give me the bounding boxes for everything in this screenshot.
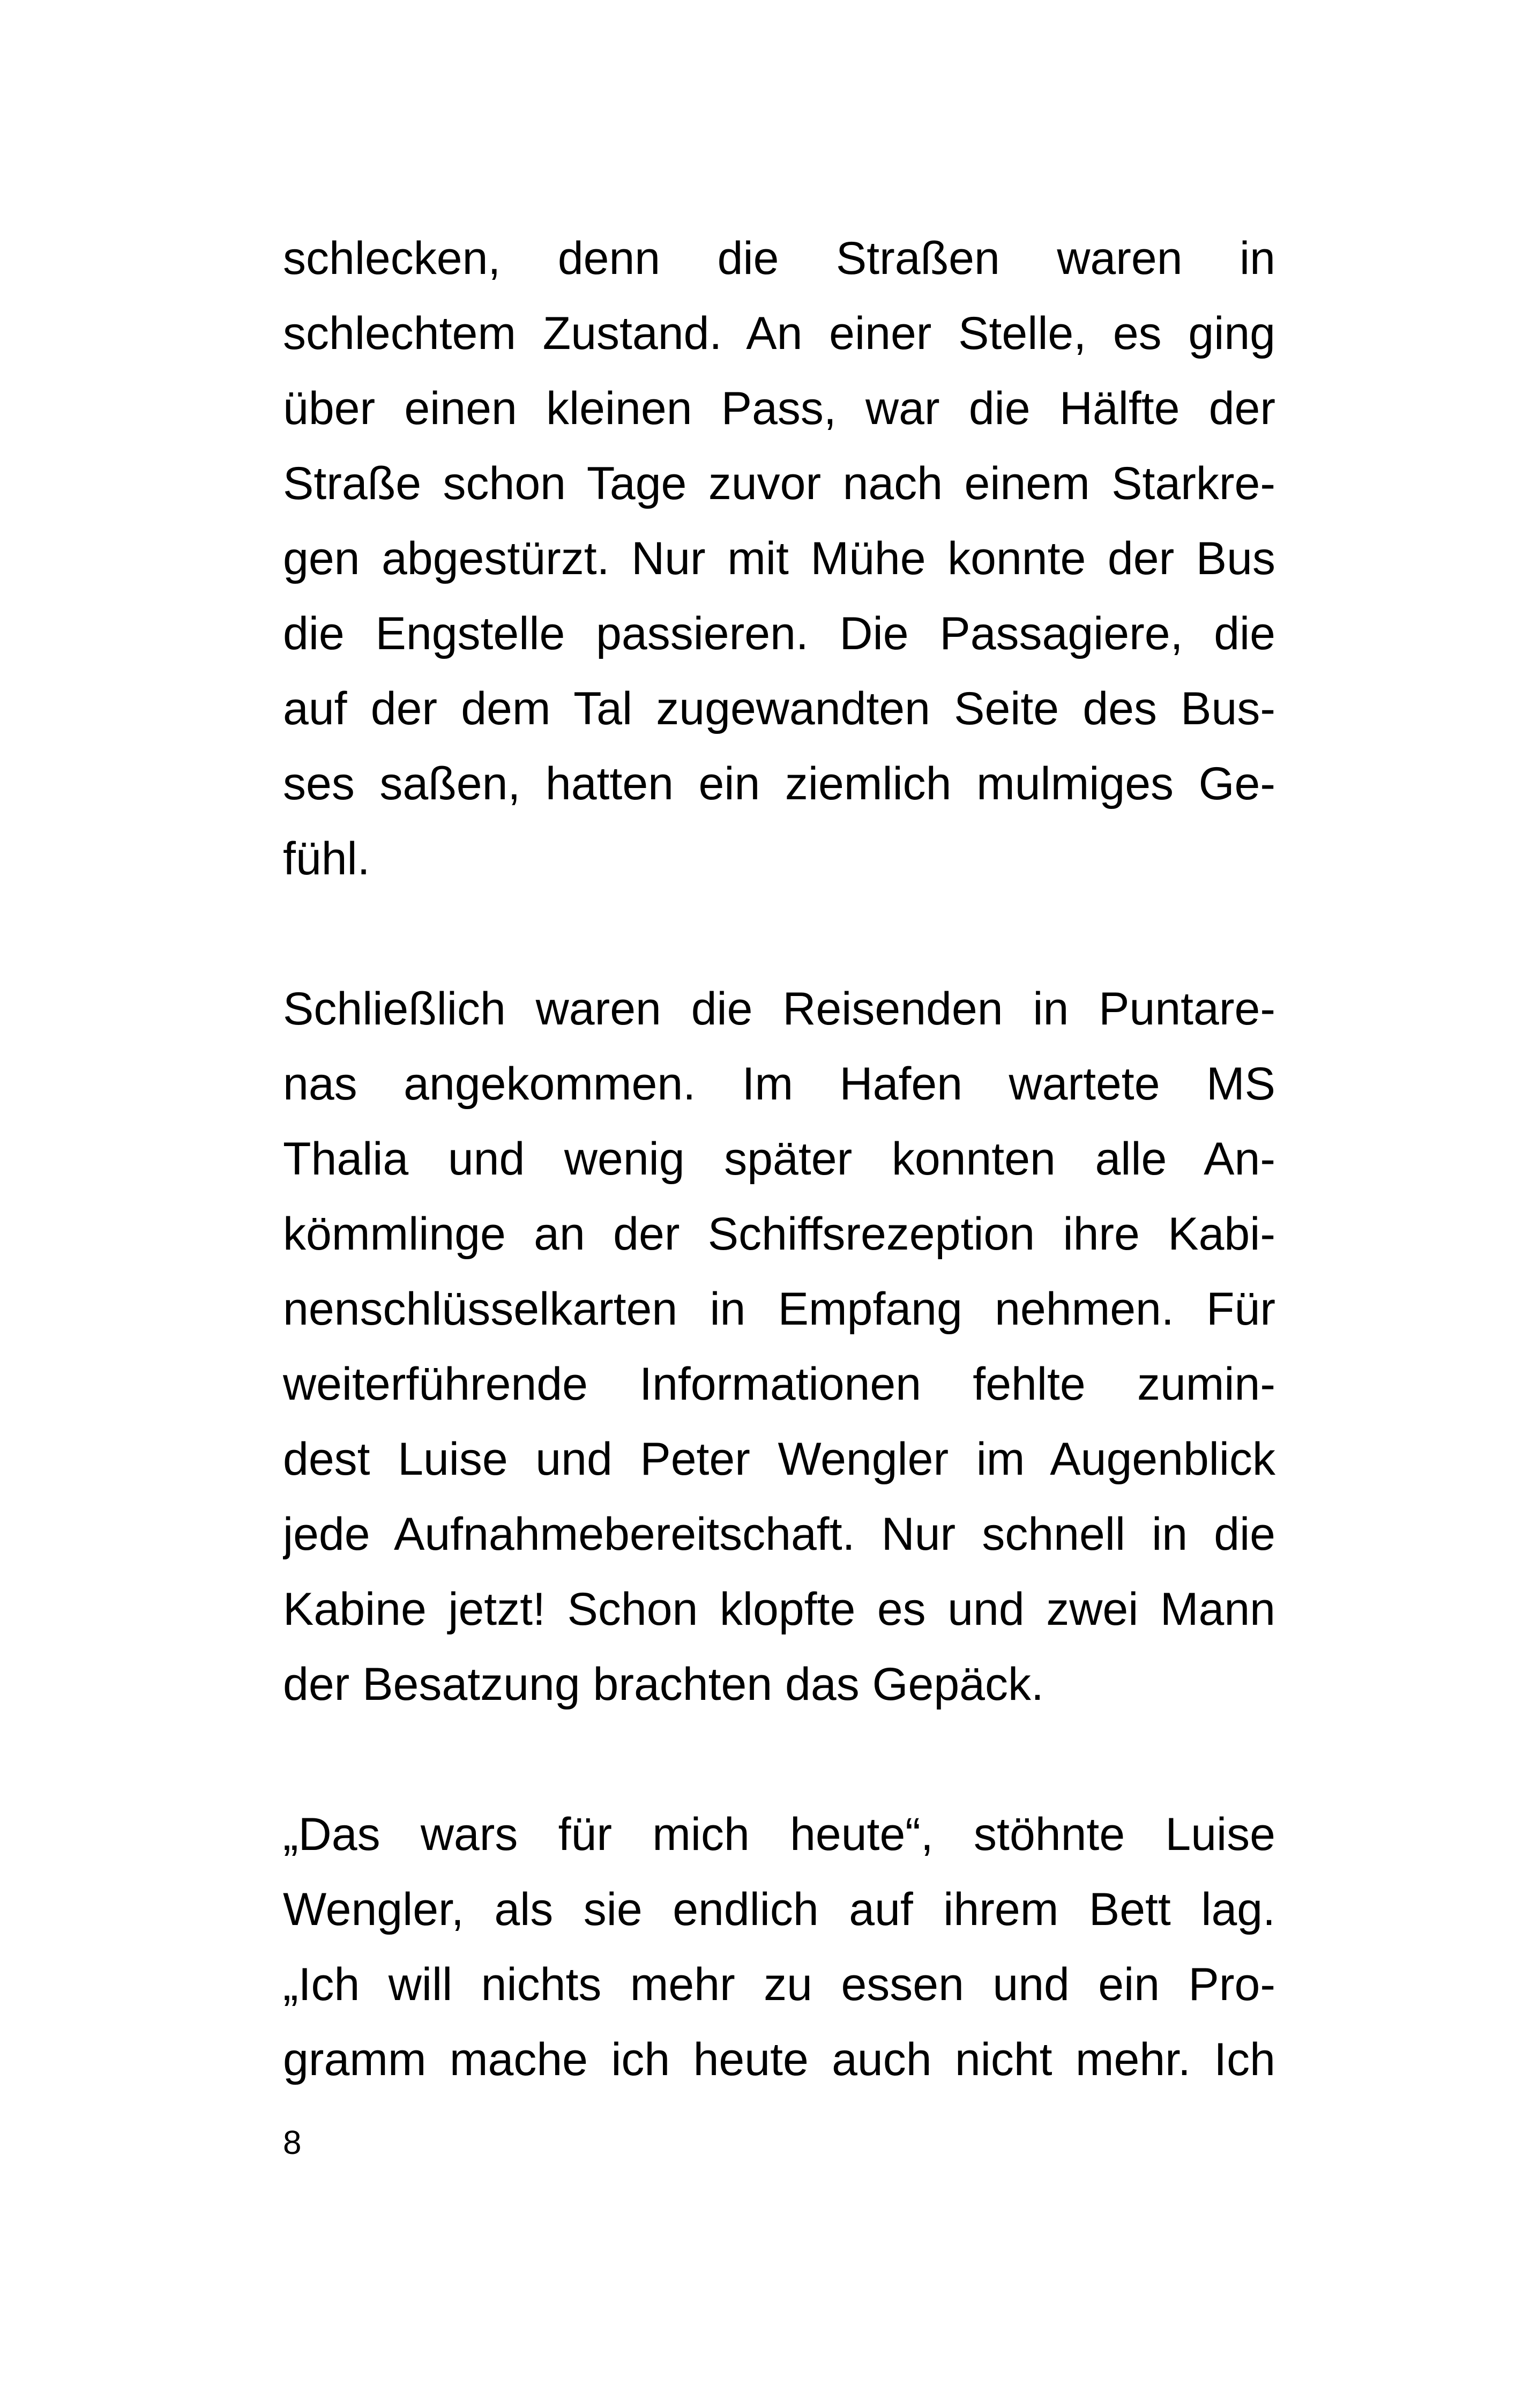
text-line: Wengler, als sie endlich auf ihrem Bett lag. [283,1884,1275,1935]
text-line: auf der dem Tal zugewandten Seite des Bus- [283,683,1275,734]
text-line: fühl. [283,833,370,885]
text-line: Straße schon Tage zuvor nach einem Starkre- [283,458,1275,509]
text-line: nenschlüsselkarten in Empfang nehmen. Für [283,1283,1275,1335]
text-line: die Engstelle passieren. Die Passagiere, die [283,608,1275,659]
text-line: Kabine jetzt! Schon klopfte es und zwei Mann [283,1584,1275,1635]
text-line: der Besatzung brachten das Gepäck. [283,1659,1044,1710]
text-line: schlecken, denn die Straßen waren in [283,233,1275,284]
text-line: „Das wars für mich heute“, stöhnte Luise [283,1809,1275,1860]
text-line: weiterführende Informationen fehlte zumin- [283,1358,1275,1410]
text-line: kömmlinge an der Schiffsrezeption ihre Kabi- [283,1208,1275,1260]
text-line: „Ich will nichts mehr zu essen und ein Pro- [283,1959,1275,2010]
text-line: gen abgestürzt. Nur mit Mühe konnte der Bus [283,533,1275,584]
body-text [283,221,1275,2097]
page-number: 8 [283,2124,302,2161]
text-line: Schließlich waren die Reisenden in Puntare- [283,983,1275,1035]
text-line: ses saßen, hatten ein ziemlich mulmiges Ge- [283,758,1275,809]
text-line: Thalia und wenig später konnten alle An- [283,1133,1275,1185]
text-line: über einen kleinen Pass, war die Hälfte der [283,383,1275,434]
text-line: nas angekommen. Im Hafen wartete MS [283,1058,1275,1110]
paragraph-1 [283,221,1275,896]
paragraph-spacer [283,1722,1275,1797]
paragraph-3 [283,1797,1275,2097]
text-line: jede Aufnahmebereitschaft. Nur schnell in die [283,1508,1275,1560]
text-line: gramm mache ich heute auch nicht mehr. Ich [283,2034,1275,2085]
paragraph-spacer [283,896,1275,971]
paragraph-2 [283,971,1275,1722]
text-line: schlechtem Zustand. An einer Stelle, es ging [283,308,1275,359]
text-line: dest Luise und Peter Wengler im Augenblick [283,1433,1275,1485]
